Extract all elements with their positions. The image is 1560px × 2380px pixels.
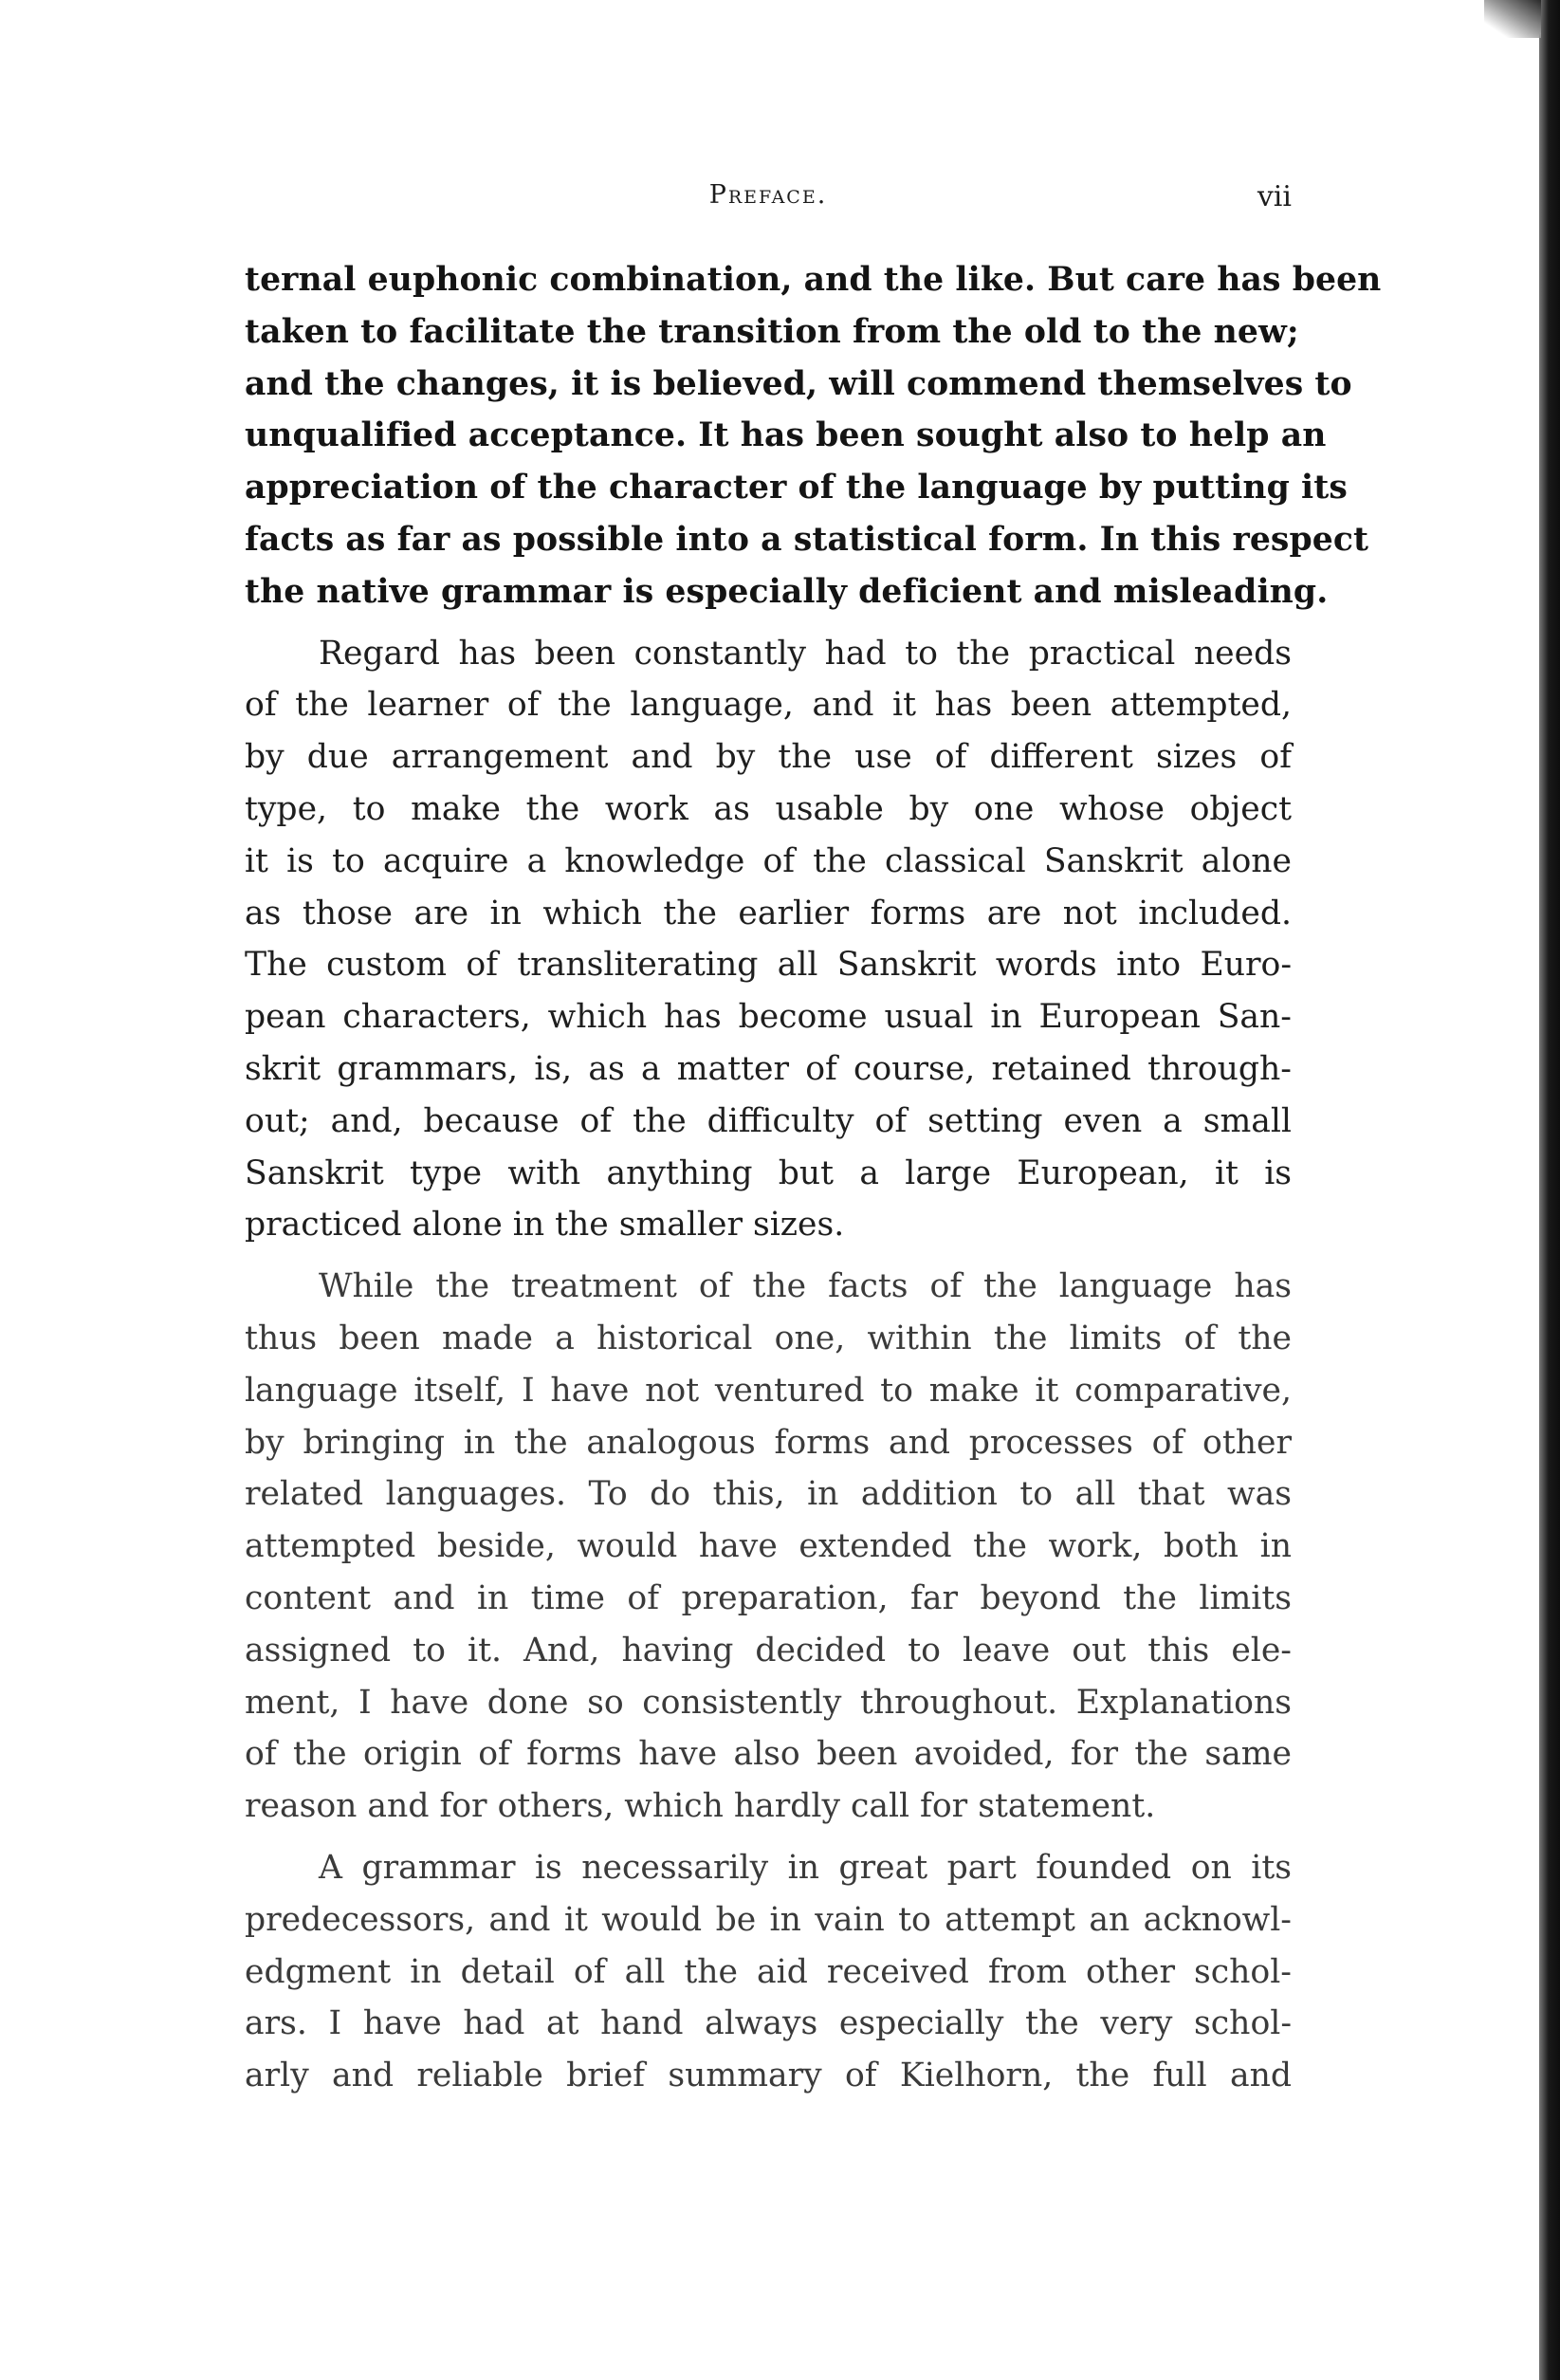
text-line: skrit grammars, is, as a matter of course, retained through- [245,1049,1292,1088]
text-line: ternal euphonic combination, and the like. But care has been [245,261,1382,299]
text-line: language itself, I have not ventured to make it comparative, [245,1371,1292,1410]
text-line: ars. I have had at hand always especially the very schol- [245,2004,1292,2043]
text-line: arly and reliable brief summary of Kielhorn, the full and [245,2057,1292,2095]
text-line: and the changes, it is believed, will commend themselves to [245,364,1352,403]
paragraph-4 [245,1842,1292,2102]
paragraph-2 [245,628,1292,1252]
text-line: assigned to it. And, having decided to leave out this ele- [245,1631,1292,1670]
text-line: thus been made a historical one, within the limits of the [245,1319,1292,1357]
text-line: unqualified acceptance. It has been sought also to help an [245,416,1327,455]
text-line: of the origin of forms have also been avoided, for the same [245,1735,1292,1774]
scan-page-edge [1539,0,1560,2380]
text-line: facts as far as possible into a statistical form. In this respect [245,520,1369,559]
paragraph-3 [245,1261,1292,1833]
page-number: vii [1257,180,1292,213]
text-line: While the treatment of the facts of the language has [319,1267,1292,1306]
paragraph-1 [245,254,1382,618]
text-line: pean characters, which has become usual in European San- [245,998,1292,1037]
text-line: attempted beside, would have extended the work, both in [245,1527,1292,1566]
text-line: Regard has been constantly had to the practical needs [319,634,1292,673]
text-line: Sanskrit type with anything but a large European, it is [245,1153,1292,1192]
text-line: predecessors, and it would be in vain to attempt an acknowl- [245,1900,1292,1939]
text-line: it is to acquire a knowledge of the classical Sanskrit alone [245,841,1292,880]
text-line: A grammar is necessarily in great part founded on its [319,1848,1292,1887]
text-line: out; and, because of the difficulty of setting even a small [245,1101,1292,1140]
text-line: reason and for others, which hardly call for statement. [245,1787,1156,1826]
text-line: content and in time of preparation, far beyond the limits [245,1578,1292,1617]
text-line: the native grammar is especially deficient and misleading. [245,572,1329,611]
text-line: as those are in which the earlier forms are not included. [245,894,1292,932]
text-line: The custom of transliterating all Sanskrit words into Euro- [245,946,1292,985]
running-title: Preface. [708,180,828,210]
text-line: appreciation of the character of the language by putting its [245,469,1348,507]
text-line: ment, I have done so consistently throughout. Explanations [245,1683,1292,1722]
text-line: edgment in detail of all the aid received from other schol- [245,1952,1292,1991]
text-line: type, to make the work as usable by one whose object [245,789,1292,828]
text-line: taken to facilitate the transition from the old to the new; [245,312,1299,351]
text-line: by bringing in the analogous forms and processes of other [245,1423,1292,1462]
text-line: of the learner of the language, and it has been attempted, [245,686,1292,725]
text-line: practiced alone in the smaller sizes. [245,1206,845,1245]
body-text [245,254,1382,2102]
text-line: related languages. To do this, in addition to all that was [245,1475,1292,1514]
running-header [245,180,1292,222]
scan-corner-shadow [1484,0,1541,38]
text-line: by due arrangement and by the use of different sizes of [245,738,1292,777]
